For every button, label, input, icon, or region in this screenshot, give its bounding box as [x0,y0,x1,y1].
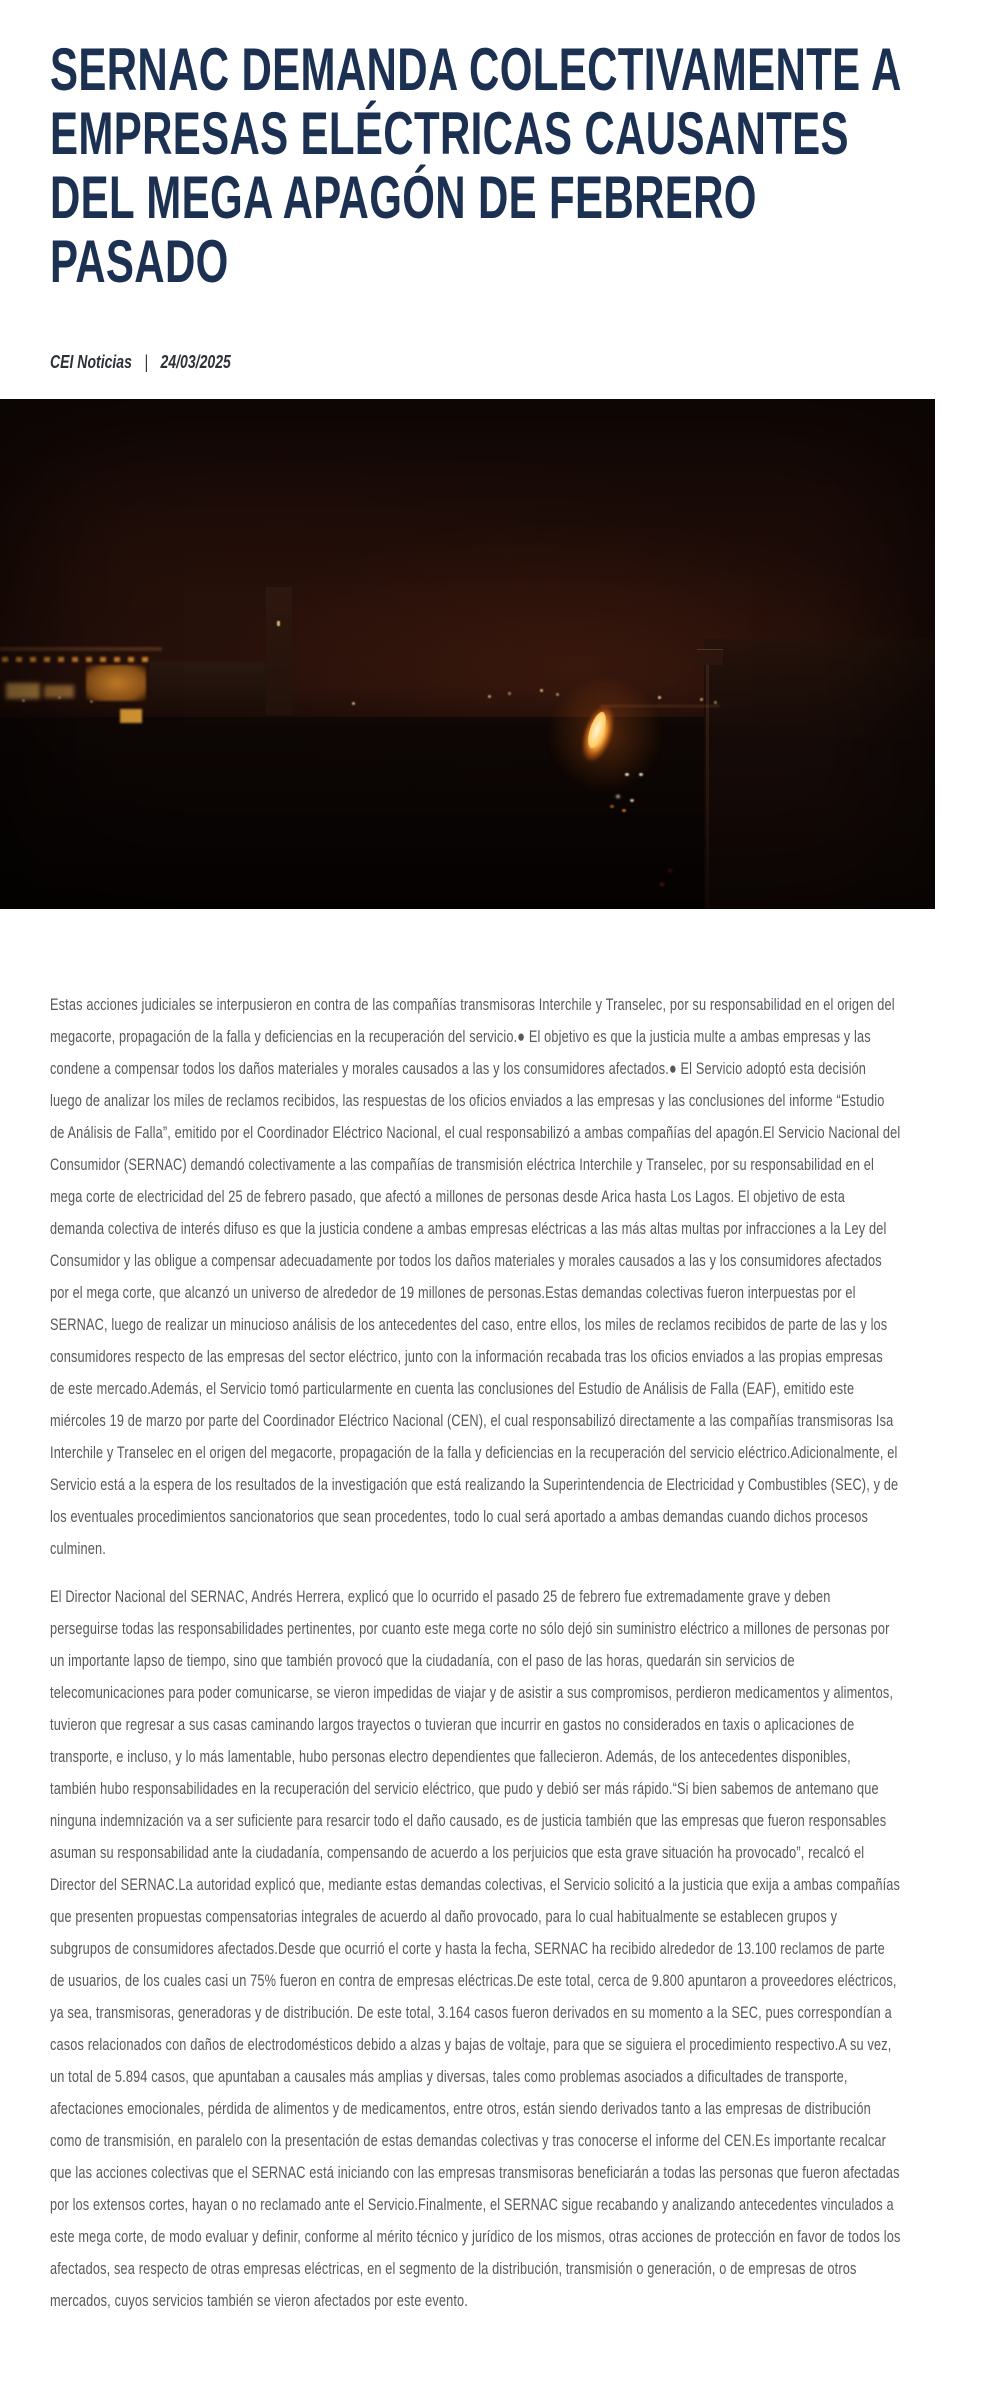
page-title-line-1: SERNAC DEMANDA COLECTIVAMENTE A [50,36,902,103]
page-title-line-2: EMPRESAS ELÉCTRICAS CAUSANTES [50,100,849,167]
page-title-line-4: PASADO [50,228,229,295]
byline [50,352,752,373]
byline-source: CEI Noticias [50,352,132,372]
article-paragraph-1: Estas acciones judiciales se interpusieron en contra de las compañías transmisoras Interchile y Transelec, por su responsabilidad en el origen del megacorte, propagación de la falla y deficiencias en la recuperación del servicio.● El objetivo es que la justicia multe a ambas empresas y las condene a compensar todos los daños materiales y morales causados a las y los consumidores afectados.● El Servicio adoptó esta decisión luego de analizar los miles de reclamos recibidos, las respuestas de los oficios enviados a las empresas y las conclusiones del informe “Estudio de Análisis de Falla”, emitido por el Coordinador Eléctrico Nacional, el cual responsabilizó a ambas compañías del apagón.El Servicio Nacional del Consumidor (SERNAC) demandó colectivamente a las compañías de transmisión eléctrica Interchile y Transelec, por su responsabilidad en el mega corte de electricidad del 25 de febrero pasado, que afectó a millones de personas desde Arica hasta Los Lagos. El objetivo de esta demanda colectiva de interés difuso es que la justicia condene a ambas empresas eléctricas a las más altas multas por infracciones a la Ley del Consumidor y las obligue a compensar adecuadamente por todos los daños materiales y morales causados a las y los consumidores afectados por el mega corte, que alcanzó un universo de alrededor de 19 millones de personas.Estas demandas colectivas fueron interpuestas por el SERNAC, luego de realizar un minucioso análisis de los antecedentes del caso, entre ellos, los miles de reclamos recibidos de parte de las y los consumidores respecto de las empresas del sector eléctrico, junto con la información recabada tras los oficios enviados a las propias empresas de este mercado.Además, el Servicio tomó particularmente en cuenta las conclusiones del Estudio de Análisis de Falla (EAF), emitido este miércoles 19 de marzo por parte del Coordinador Eléctrico Nacional (CEN), el cual responsabilizó directamente a las compañías transmisoras Isa Interchile y Transelec en el origen del megacorte, propagación de la falla y deficiencias en la recuperación del servicio eléctrico.Adicionalmente, el Servicio está a la espera de los resultados de la investigación que está realizando la Superintendencia de Electricidad y Combustibles (SEC), y de los eventuales procedimientos sancionatorios que sean procedentes, todo lo cual será aportado a ambas demandas cuando dichos procesos culminen. [50,995,901,1558]
page-title-line-3: DEL MEGA APAGÓN DE FEBRERO [50,164,757,231]
page-title [50,38,950,294]
byline-date: 24/03/2025 [160,352,231,372]
photo-vignette [0,399,935,909]
article-hero-photo [0,399,935,909]
article-paragraph-2: El Director Nacional del SERNAC, Andrés Herrera, explicó que lo ocurrido el pasado 25 de febrero fue extremadamente grave y deben perseguirse todas las responsabilidades pertinentes, por cuanto este mega corte no sólo dejó sin suministro eléctrico a millones de personas por un importante lapso de tiempo, sino que también provocó que la ciudadanía, con el paso de las horas, quedarán sin servicios de telecomunicaciones para poder comunicarse, se vieron impedidas de viajar y de asistir a sus compromisos, perdieron medicamentos y alimentos, tuvieron que regresar a sus casas caminando largos trayectos o tuvieran que incurrir en gastos no considerados en taxis o aplicaciones de transporte, e incluso, y lo más lamentable, hubo personas electro dependientes que fallecieron. Además, de los antecedentes disponibles, también hubo responsabilidades en la recuperación del servicio eléctrico, que pudo y debió ser más rápido.“Si bien sabemos de antemano que ninguna indemnización va a ser suficiente para resarcir todo el daño causado, es de justicia también que las empresas que fueron responsables asuman su responsabilidad ante la ciudadanía, compensando de acuerdo a los perjuicios que esta grave situación ha provocado”, recalcó el Director del SERNAC.La autoridad explicó que, mediante estas demandas colectivas, el Servicio solicitó a la justicia que exija a ambas compañías que presenten propuestas compensatorias integrales de acuerdo al daño provocado, para lo cual habitualmente se establecen grupos y subgrupos de consumidores afectados.Desde que ocurrió el corte y hasta la fecha, SERNAC ha recibido alrededor de 13.100 reclamos de parte de usuarios, de los cuales casi un 75% fueron en contra de empresas eléctricas.De este total, cerca de 9.800 apuntaron a proveedores eléctricos, ya sea, transmisoras, generadoras y de distribución. De este total, 3.164 casos fueron derivados en su momento a la SEC, pues correspondían a casos relacionados con daños de electrodomésticos debido a alzas y bajas de voltaje, para que se siguiera el procedimiento respectivo.A su vez, un total de 5.894 casos, que apuntaban a causales más amplias y diversas, tales como problemas asociados a dificultades de transporte, afectaciones emocionales, pérdida de alimentos y de medicamentos, entre otros, están siendo derivados tanto a las empresas de distribución como de transmisión, en paralelo con la presentación de estas demandas colectivas y tras conocerse el informe del CEN.Es importante recalcar que las acciones colectivas que el SERNAC está iniciando con las empresas transmisoras beneficiarán a todas las personas que fueron afectadas por los extensos cortes, hayan o no reclamado ante el Servicio.Finalmente, el SERNAC sigue recabando y analizando antecedentes vinculados a este mega corte, de modo evaluar y definir, conforme al mérito técnico y jurídico de los mismos, otras acciones de protección en favor de todos los afectados, sea respecto de otras empresas eléctricas, en el segmento de la distribución, transmisión o generación, o de empresas de otros mercados, cuyos servicios también se vieron afectados por este evento. [50,1587,901,2310]
article-body [50,989,950,2317]
byline-separator: | [144,352,149,372]
